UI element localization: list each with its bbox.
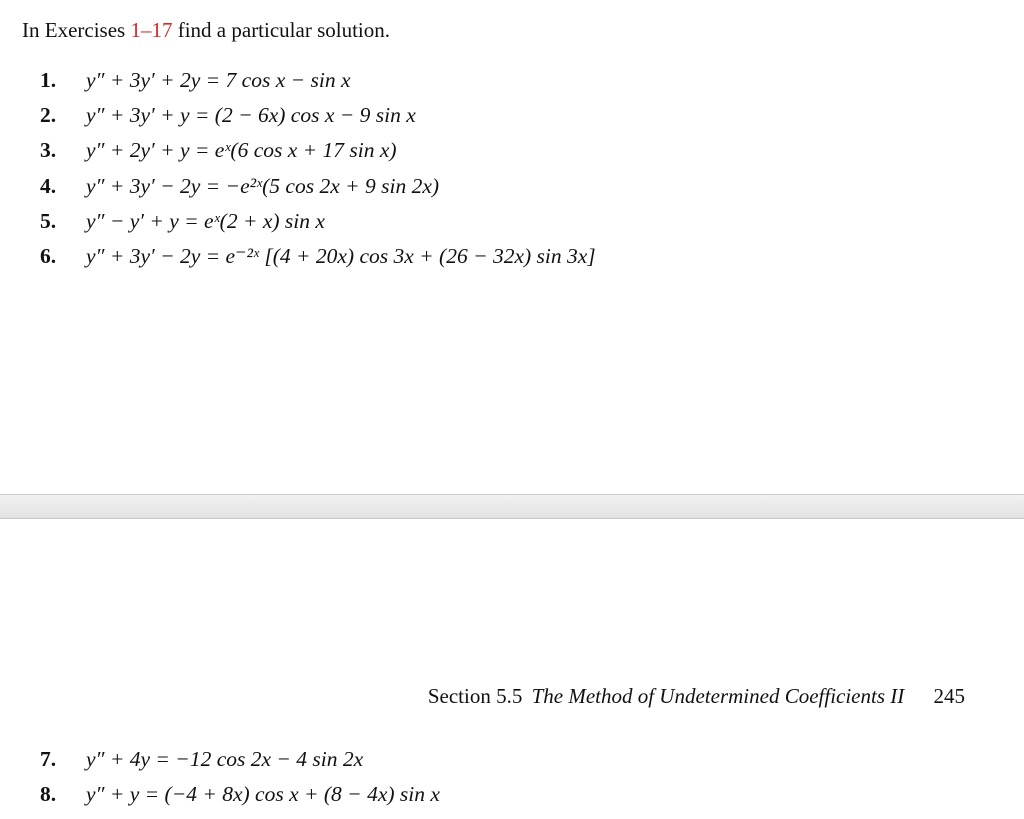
exercise-list-bottom (40, 742, 440, 812)
exercise-equation: y″ + 3y′ − 2y = −e²ˣ(5 cos 2x + 9 sin 2x) (86, 173, 440, 198)
exercise-item (40, 777, 440, 812)
exercise-range-link[interactable]: 1–17 (130, 18, 173, 42)
exercise-instructions (22, 18, 390, 43)
exercise-number: 6. (40, 243, 57, 268)
exercise-number: 4. (40, 173, 57, 198)
exercise-number: 8. (40, 782, 57, 807)
exercise-number: 3. (40, 138, 57, 163)
exercise-item (40, 169, 596, 204)
section-title: The Method of Undetermined Coefficients II (531, 684, 905, 708)
exercise-item (40, 133, 596, 168)
exercise-number: 2. (40, 103, 57, 128)
exercise-number: 1. (40, 68, 57, 92)
exercise-item (40, 204, 596, 239)
exercise-equation: y″ + y = (−4 + 8x) cos x + (8 − 4x) sin x (86, 782, 440, 807)
exercise-equation: y″ + 3y′ − 2y = e⁻²ˣ [(4 + 20x) cos 3x + (26 − 32x) sin 3x] (86, 243, 596, 268)
exercise-item (40, 239, 596, 274)
exercise-equation: y″ + 2y′ + y = eˣ(6 cos x + 17 sin x) (86, 138, 397, 163)
exercise-equation: y″ + 3y′ + 2y = 7 cos x − sin x (86, 68, 351, 92)
exercise-number: 7. (40, 747, 57, 771)
page-number: 245 (933, 684, 965, 708)
instructions-suffix: find a particular solution. (172, 18, 390, 42)
exercise-equation: y″ + 4y = −12 cos 2x − 4 sin 2x (86, 747, 364, 771)
section-label: Section 5.5 (427, 684, 523, 708)
exercise-equation: y″ − y′ + y = eˣ(2 + x) sin x (86, 208, 325, 233)
exercise-number: 5. (40, 208, 57, 233)
exercise-equation: y″ + 3y′ + y = (2 − 6x) cos x − 9 sin x (86, 103, 416, 128)
exercise-item (40, 98, 596, 133)
exercise-item (40, 63, 596, 98)
page-divider (0, 494, 1024, 519)
section-header (428, 684, 965, 709)
instructions-prefix: In Exercises (22, 18, 131, 42)
exercise-item (40, 742, 440, 777)
exercise-list-top (40, 63, 596, 274)
